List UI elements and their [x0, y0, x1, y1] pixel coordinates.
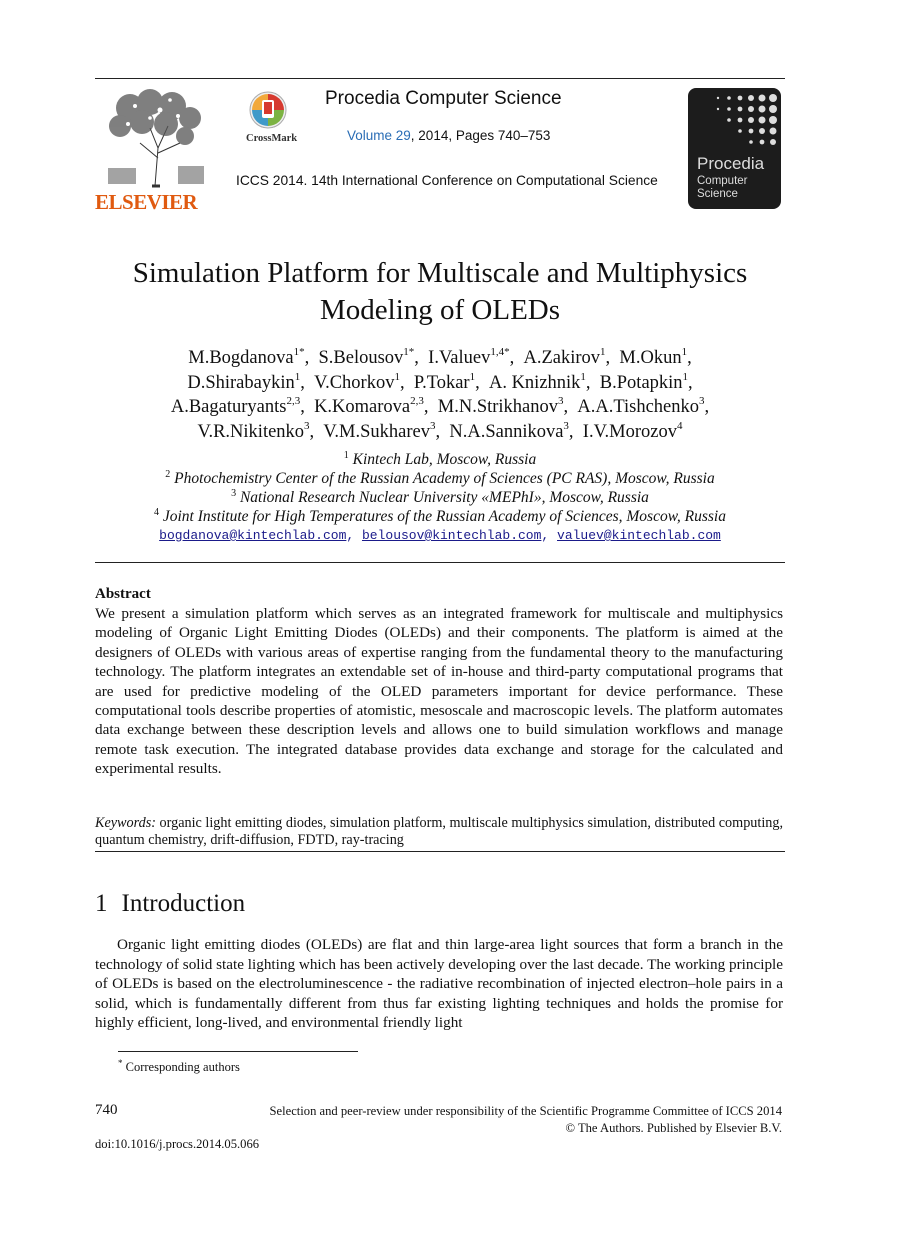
author-name: A.Zakirov — [523, 348, 601, 368]
affiliation-text: National Research Nuclear University «MEPhI», Moscow, Russia — [239, 489, 649, 506]
affiliation-3 — [95, 488, 785, 507]
abstract-bottom-rule — [95, 851, 785, 852]
paper-title-line: Simulation Platform for Multiscale and Multiphysics — [132, 257, 748, 289]
author-affiliation-mark: 4 — [677, 419, 683, 432]
author-affiliation-mark: 1,4* — [490, 346, 510, 358]
elsevier-wordmark: ELSEVIER — [95, 190, 198, 214]
section-title: Introduction — [121, 890, 246, 917]
abstract-heading: Abstract — [95, 586, 151, 602]
affiliation-number: 3 — [231, 488, 237, 499]
section-number: 1 — [95, 890, 108, 917]
procedia-logo-word: Procedia — [697, 154, 765, 173]
affiliation-number: 2 — [165, 469, 171, 480]
author-name: K.Komarova — [314, 397, 411, 417]
procedia-logo-line2: Computer — [697, 175, 748, 187]
volume-pages: , 2014, Pages 740–753 — [410, 128, 551, 143]
journal-name: Procedia Computer Science — [325, 88, 562, 109]
footer-copyright: © The Authors. Published by Elsevier B.V. — [565, 1121, 782, 1135]
author-line: M.Bogdanova$^{1*}$, S.Belousov$^{1*}$, I.Valuev$^{1,4*}$, A.Zakirov$^1$, M.Okun$^1$, — [188, 346, 692, 368]
author-affiliation-mark: 1* — [403, 346, 415, 358]
procedia-dots-graphic — [688, 88, 781, 158]
author-name: V.M.Sukharev — [323, 421, 430, 442]
author-affiliation-mark: 3 — [563, 419, 569, 432]
author-affiliation-mark: 2,3 — [286, 395, 301, 407]
author-name: M.N.Strikhanov — [437, 397, 559, 417]
author-name: A.Bagaturyants — [170, 397, 287, 417]
author-affiliation-mark: 3 — [699, 395, 705, 407]
author-name: D.Shirabaykin — [187, 372, 295, 393]
procedia-logo — [688, 88, 781, 209]
author-affiliation-mark: 1 — [294, 370, 301, 383]
author-affiliation-mark: 1 — [681, 346, 688, 358]
author-affiliation-mark: 3 — [304, 419, 310, 432]
crossmark-icon — [248, 90, 288, 132]
author-name: S.Belousov — [318, 348, 404, 368]
keywords-label: Keywords: — [95, 815, 156, 831]
conference-name: ICCS 2014. 14th International Conference on Computational Science — [236, 173, 658, 188]
author-affiliation-mark: 3 — [429, 419, 436, 432]
author-name: M.Okun — [619, 348, 682, 368]
affiliation-1 — [95, 450, 785, 469]
author-affiliation-mark: 1 — [394, 370, 400, 383]
intro-paragraph: Organic light emitting diodes (OLEDs) are flat and thin large-area light sources that form a branch in the technology of solid state lighting which has been actively developing over the last decade. The working principle of OLEDs is based on the electroluminescence - the radiative recombination of injected electron–hole pairs in a solid, which is fundamentally different from thus far existing lighting techniques and holds the promise for highly efficient, long-lived, and environmental friendly light — [95, 936, 783, 1032]
footnote-mark: * — [118, 1058, 123, 1068]
footnote-text: Corresponding authors — [125, 1060, 240, 1074]
abstract-top-rule — [95, 562, 785, 563]
affiliation-2 — [95, 469, 785, 488]
author-line: D.Shirabaykin$^1$, V.Chorkov$^1$, P.Tokar$^1$, A. Knizhnik$^1$, B.Potapkin$^1$, — [187, 370, 693, 393]
page-number: 740 — [95, 1102, 118, 1118]
affiliation-number: 1 — [343, 450, 349, 461]
affiliation-number: 4 — [154, 507, 159, 518]
author-name: N.A.Sannikova — [449, 421, 564, 442]
affiliation-text: Joint Institute for High Temperatures of the Russian Academy of Sciences, Moscow, Russia — [162, 508, 726, 525]
footer-peer-review: Selection and peer-review under responsibility of the Scientific Programme Committee of ICCS 2014 — [269, 1104, 782, 1118]
email-link[interactable]: valuev@kintechlab.com — [557, 528, 721, 543]
keywords — [95, 815, 783, 849]
doi[interactable]: doi:10.1016/j.procs.2014.05.066 — [95, 1137, 260, 1151]
author-name: M.Bogdanova — [188, 348, 294, 368]
header-top-rule — [95, 78, 785, 79]
author-name: B.Potapkin — [599, 372, 683, 393]
affiliation-text: Photochemistry Center of the Russian Academy of Sciences (PC RAS), Moscow, Russia — [174, 470, 715, 487]
author-affiliation-mark: 1 — [600, 346, 606, 358]
footnote — [118, 1058, 240, 1075]
affiliation-4 — [95, 507, 785, 526]
affiliation-text: Kintech Lab, Moscow, Russia — [352, 451, 537, 468]
author-name: I.V.Morozov — [582, 421, 678, 442]
author-name: I.Valuev — [428, 348, 491, 368]
email-link[interactable]: bogdanova@kintechlab.com — [159, 528, 347, 543]
elsevier-tree-logo — [100, 88, 218, 188]
author-name: A.A.Tishchenko — [577, 397, 700, 417]
author-name: P.Tokar — [413, 372, 470, 393]
paper-title-line: Modeling of OLEDs — [319, 294, 561, 326]
footnote-rule — [118, 1051, 358, 1052]
author-affiliation-mark: 1 — [469, 370, 476, 383]
procedia-logo-line3: Science — [697, 188, 738, 200]
volume-info — [347, 128, 550, 143]
email-link[interactable]: belousov@kintechlab.com — [361, 528, 542, 543]
email-list: bogdanova@kintechlab.com, belousov@kintechlab.com, valuev@kintechlab.com — [159, 528, 721, 543]
keywords-list: organic light emitting diodes, simulation platform, multiscale multiphysics simulation, distributed computing, quantum chemistry, drift-diffusion, FDTD, ray-tracing — [95, 815, 783, 848]
abstract-body: We present a simulation platform which serves as an integrated framework for multiscale and multiphysics modeling of Organic Light Emitting Diodes (OLEDs) and their components. The platform is aimed at the designers of OLEDs with various areas of expertise ranging from the fundamental theory to the manufacturing technology. The platform integrates an extendable set of in-house and third-party computational programs that are used for predictive modeling of the OLED parameters important for device performance. These computational tools describe properties of atomistic, mesoscale and macroscopic levels. The platform automates data exchange between these description levels and allows one to build simulation workflows and manage remote task execution. The integrated database provides data exchange and storage for the calculated and experimental results. — [95, 605, 783, 778]
author-affiliation-mark: 1 — [682, 370, 689, 383]
paper-title — [95, 255, 785, 329]
section-heading — [95, 890, 245, 918]
crossmark-label: CrossMark — [246, 133, 298, 144]
author-line: V.R.Nikitenko$^3$, V.M.Sukharev$^3$, N.A.Sannikova$^3$, I.V.Morozov$^4$ — [197, 419, 683, 442]
author-affiliation-mark: 1 — [580, 370, 586, 383]
author-affiliation-mark: 3 — [558, 395, 564, 407]
volume-link[interactable]: Volume 29 — [347, 128, 411, 143]
author-list — [95, 346, 785, 444]
footer-notice — [150, 1103, 782, 1137]
author-line: A.Bagaturyants$^{2,3}$, K.Komarova$^{2,3}$, M.N.Strikhanov$^3$, A.A.Tishchenko$^3$, — [170, 395, 710, 417]
author-name: A. Knizhnik — [488, 372, 581, 393]
author-name: V.Chorkov — [314, 372, 395, 393]
author-affiliation-mark: 2,3 — [410, 395, 424, 407]
author-affiliation-mark: 1* — [293, 346, 305, 358]
author-name: V.R.Nikitenko — [197, 421, 305, 442]
